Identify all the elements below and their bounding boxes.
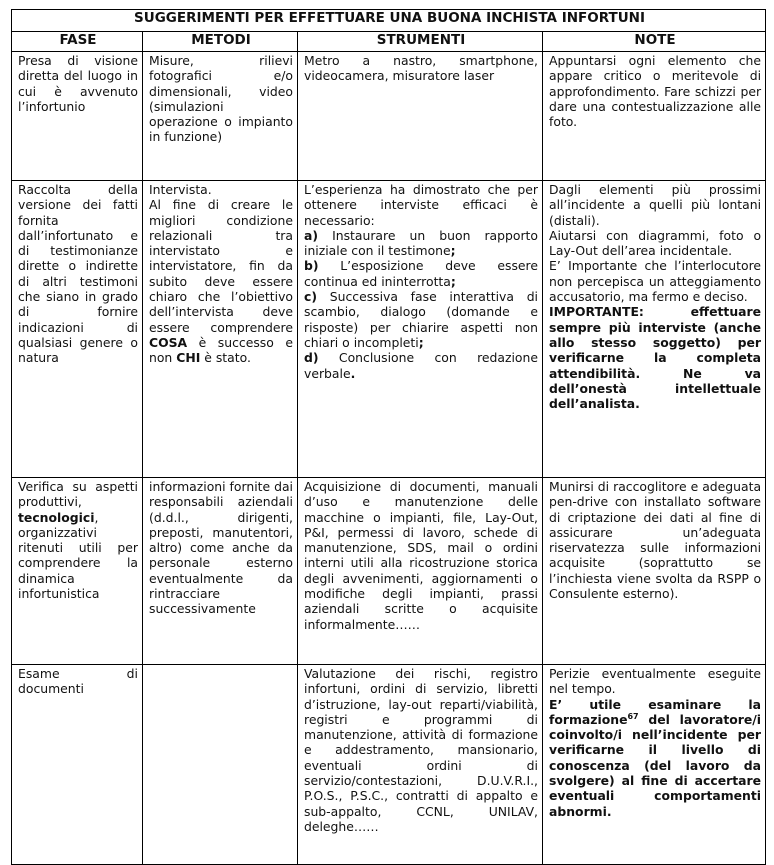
note-bold-a: E’ utile esaminare la formazione: [549, 696, 762, 727]
cell-strumenti: Valutazione dei rischi, registro infortuni, ordini di servizio, libretti d’istruzione, lay-out reparti/viabilità, registri e programmi di manutenzione, attività di formazione e addestramento, mansionario, eventuali ordini di servizio/contestazioni, D.U.V.R.I., P.O.S., P.S.C., contratti di appalto e sub-appalto, CCNL, UNILAV, deleghe……: [298, 665, 543, 865]
list-item: [304, 350, 538, 381]
list-tail: ;: [450, 243, 456, 259]
cell-metodi: [143, 181, 298, 478]
cell-fase: Esame di documenti: [12, 665, 143, 865]
cell-note: [543, 181, 766, 478]
strumenti-intro: L’esperienza ha dimostrato che per ottenere interviste efficaci è necessario:: [304, 182, 538, 228]
list-text: Successiva fase interattiva di scambio, dialogo (domande e risposte) per chiarire aspetti non chiari o incompleti: [304, 289, 538, 350]
cell-fase: Presa di visione diretta del luogo in cui è avvenuto l’infortunio: [12, 52, 143, 181]
list-tail: ;: [450, 273, 456, 289]
cell-metodi: informazioni fornite dai responsabili aziendali (d.d.l., dirigenti, preposti, manutentori, altro) come anche da personale esterno eventualmente da rintracciare successivamente: [143, 478, 298, 665]
list-text: L’esposizione deve essere continua ed ininterrotta: [304, 258, 538, 289]
cell-fase: [12, 478, 143, 665]
metodi-text: Al fine di creare le migliori condizione relazionali tra intervistato e intervistatore, fin da subito deve essere chiaro che l’obiettivo dell’intervista deve essere comprendere: [149, 197, 293, 335]
metodi-chi: CHI: [176, 350, 201, 366]
header-metodi: METODI: [143, 32, 298, 52]
header-fase: FASE: [12, 32, 143, 52]
list-text: Conclusione con redazione verbale: [304, 350, 538, 381]
metodi-mid: è successo e non: [149, 334, 293, 366]
note-important: IMPORTANTE: effettuare sempre più interviste (anche allo stesso soggetto) per verificarne la completa attendibilità. Ne va dell’onestà intellettuale dell’analista.: [549, 304, 762, 412]
note-p1: Perizie eventualmente eseguite nel tempo.: [549, 666, 762, 697]
cell-metodi: Misure, rilievi fotografici e/o dimensionali, video (simulazioni operazione o impianto in funzione): [143, 52, 298, 181]
table-row: [12, 181, 766, 478]
metodi-end: è stato.: [200, 350, 251, 366]
list-letter: b): [304, 258, 319, 274]
list-item: [304, 289, 538, 350]
list-letter: a): [304, 227, 319, 243]
table-row: [12, 52, 766, 181]
cell-note: Munirsi di raccoglitore e adeguata pen-drive con installato software di criptazione dei dati al fine di assicurare un’adeguata riservatezza sulle informazioni acquisite (soprattutto se l’inchiesta viene svolta da RSPP o Consulente esterno).: [543, 478, 766, 665]
list-text: Instaurare un buon rapporto iniziale con il testimone: [304, 227, 538, 259]
fase-bold: tecnologici: [18, 509, 95, 525]
table-title: SUGGERIMENTI PER EFFETTUARE UNA BUONA INCHISTA INFORTUNI: [12, 10, 766, 32]
list-tail: ;: [418, 334, 424, 350]
cell-fase: Raccolta della versione dei fatti fornita dall’infortunato e di testimonianze dirette o indirette di altri testimoni che siano in grado di fornire indicazioni di qualsiasi genere o natura: [12, 181, 143, 478]
list-item: [304, 228, 538, 259]
metodi-cosa: COSA: [149, 334, 188, 350]
fase-post: , organizzativi ritenuti utili per comprendere la dinamica infortunistica: [18, 509, 138, 602]
note-p2: Aiutarsi con diagrammi, foto o Lay-Out dell’area incidentale.: [549, 227, 762, 259]
cell-note: [543, 665, 766, 865]
metodi-intervista: Intervista.: [149, 182, 212, 197]
list-item: [304, 258, 538, 289]
note-p3: E’ Importante che l’interlocutore non percepisca un atteggiamento accusatorio, ma fermo e deciso.: [549, 258, 762, 305]
header-note: NOTE: [543, 32, 766, 52]
note-p1: Dagli elementi più prossimi all’incidente a quelli più lontani (distali).: [549, 182, 762, 228]
investigation-table: [11, 9, 766, 865]
cell-metodi: [143, 665, 298, 865]
list-letter: d): [304, 350, 319, 366]
cell-strumenti: Metro a nastro, smartphone, videocamera, misuratore laser: [298, 52, 543, 181]
cell-strumenti: [298, 181, 543, 478]
table-row: [12, 478, 766, 665]
cell-strumenti: Acquisizione di documenti, manuali d’uso e manutenzione delle macchine o impianti, file, Lay-Out, P&I, permessi di lavoro, schede di manutenzione, SDS, mail o ordini interni utili alla ricostruzione storica degli avvenimenti, aggiornamenti o modifiche degli impianti, prassi aziendali scritte o acquisite informalmente……: [298, 478, 543, 665]
list-tail: .: [350, 365, 356, 381]
table-row: [12, 665, 766, 865]
fase-pre: Verifica su aspetti produttivi,: [18, 479, 138, 510]
note-bold-b: del lavoratore/i coinvolto/i nell’incidente per verificarne il livello di conoscenza (del lavoro da svolgere) al fine di accertare eventuali comportamenti abnormi.: [549, 711, 762, 819]
header-strumenti: STRUMENTI: [298, 32, 543, 52]
list-letter: c): [304, 289, 318, 305]
footnote-ref: 67: [627, 711, 639, 721]
cell-note: Appuntarsi ogni elemento che appare critico o meritevole di approfondimento. Fare schizzi per dare una contestualizzazione alle foto.: [543, 52, 766, 181]
